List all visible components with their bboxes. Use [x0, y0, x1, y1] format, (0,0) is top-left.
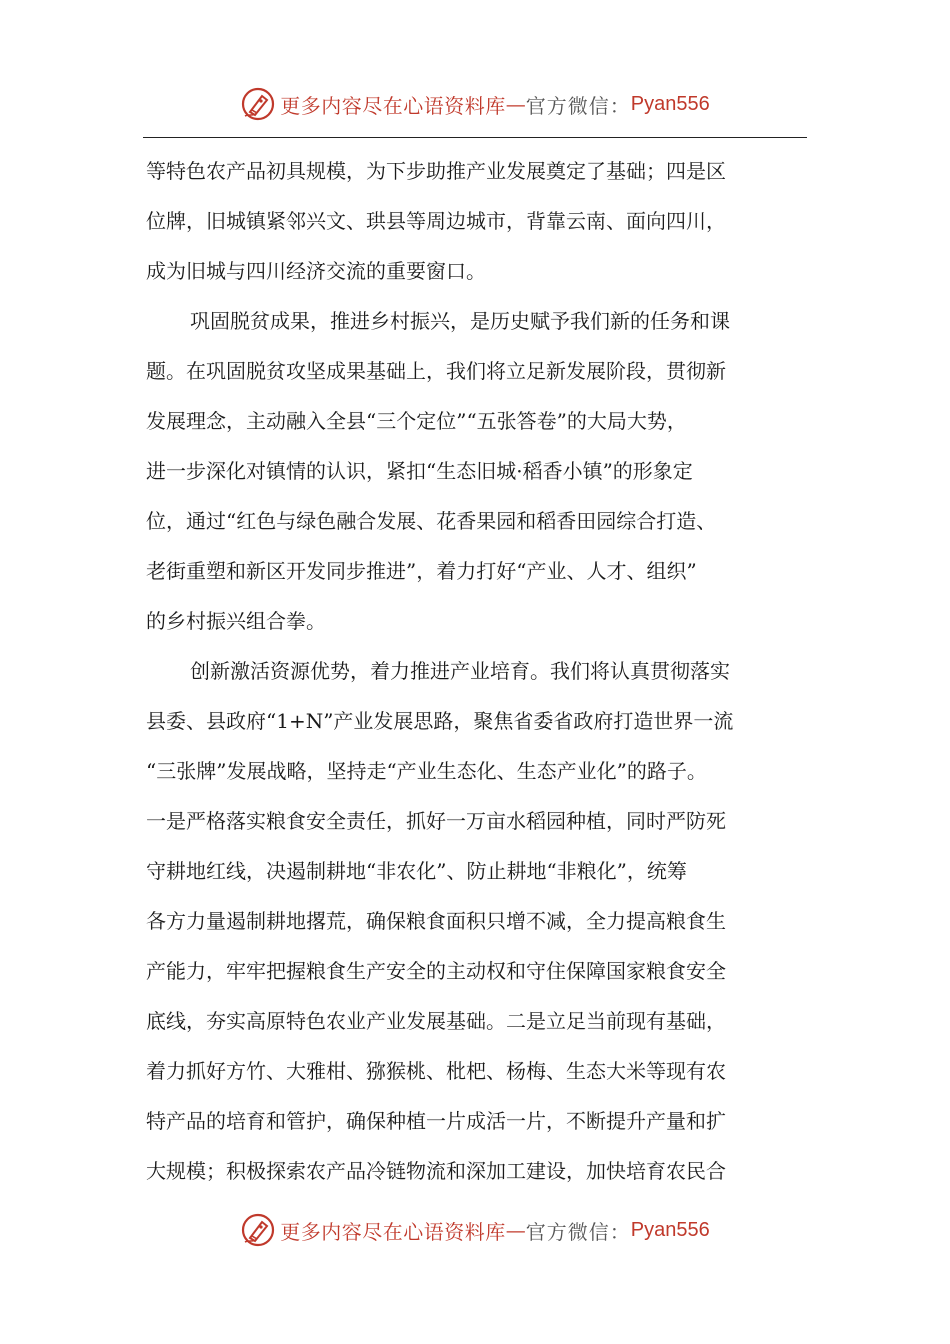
- footer-watermark: [0, 1210, 950, 1250]
- text-line: 县委、县政府“1+N”产业发展思路，聚焦省委省政府打造世界一流: [146, 709, 734, 733]
- text-line: 底线，夯实高原特色农业产业发展基础。二是立足当前现有基础，: [146, 1009, 726, 1033]
- pen-nib-icon: [240, 1212, 276, 1248]
- header-official-label: 官方微信：: [525, 93, 631, 118]
- text-line: 等特色农产品初具规模，为下步助推产业发展奠定了基础；四是区: [146, 159, 726, 183]
- text-line: 老街重塑和新区开发同步推进”，着力打好“产业、人才、组织”: [146, 559, 697, 583]
- footer-brand: 更多内容尽在心语资料库: [280, 1219, 506, 1244]
- pen-nib-icon: [240, 86, 276, 122]
- text-line: 各方力量遏制耕地撂荒，确保粮食面积只增不减，全力提高粮食生: [146, 909, 726, 933]
- text-line: 巩固脱贫成果，推进乡村振兴，是历史赋予我们新的任务和课: [190, 309, 730, 333]
- text-line: 位牌，旧城镇紧邻兴文、珙县等周边城市，背靠云南、面向四川，: [146, 209, 726, 233]
- footer-separator: —: [505, 1218, 526, 1242]
- text-line: 着力抓好方竹、大雅柑、猕猴桃、枇杷、杨梅、生态大米等现有农: [146, 1059, 726, 1083]
- text-line: 产能力，牢牢把握粮食生产安全的主动权和守住保障国家粮食安全: [146, 959, 726, 983]
- header-separator: —: [505, 92, 526, 116]
- text-line: 成为旧城与四川经济交流的重要窗口。: [146, 259, 486, 283]
- header-wechat-id: Pyan556: [630, 92, 710, 115]
- header-brand: 更多内容尽在心语资料库: [280, 93, 506, 118]
- text-line: 进一步深化对镇情的认识，紧扣“生态旧城·稻香小镇”的形象定: [146, 459, 693, 483]
- text-line: 大规模；积极探索农产品冷链物流和深加工建设，加快培育农民合: [146, 1159, 726, 1183]
- text-line: 题。在巩固脱贫攻坚成果基础上，我们将立足新发展阶段，贯彻新: [146, 359, 726, 383]
- header-divider: [143, 137, 807, 138]
- text-line: 特产品的培育和管护，确保种植一片成活一片，不断提升产量和扩: [146, 1109, 726, 1133]
- text-line: “三张牌”发展战略，坚持走“产业生态化、生态产业化”的路子。: [146, 759, 707, 783]
- footer-wechat-id: Pyan556: [630, 1218, 710, 1241]
- footer-official-label: 官方微信：: [525, 1219, 631, 1244]
- text-line: 守耕地红线，决遏制耕地“非农化”、防止耕地“非粮化”，统筹: [146, 859, 687, 883]
- text-line: 位，通过“红色与绿色融合发展、花香果园和稻香田园综合打造、: [146, 509, 717, 533]
- header-watermark: [0, 84, 950, 124]
- text-line: 发展理念，主动融入全县“三个定位”“五张答卷”的大局大势，: [146, 409, 687, 433]
- text-line: 的乡村振兴组合拳。: [146, 609, 326, 633]
- document-body: [146, 146, 808, 1196]
- text-line: 创新激活资源优势，着力推进产业培育。我们将认真贯彻落实: [190, 659, 730, 683]
- text-line: 一是严格落实粮食安全责任，抓好一万亩水稻园种植，同时严防死: [146, 809, 726, 833]
